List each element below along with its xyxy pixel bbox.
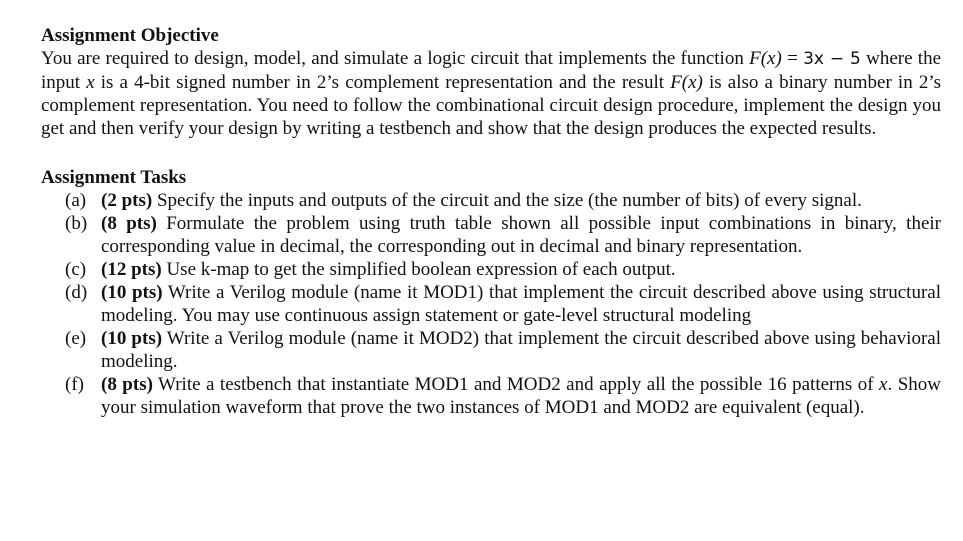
function-fx-2: F(x): [670, 72, 703, 93]
task-text: Write a Verilog module (name it MOD1) that implement the circuit described above using structural modeling. You may use continuous assign statement or gate-level structural modeling: [101, 282, 941, 326]
task-text: Use k-map to get the simplified boolean expression of each output.: [161, 259, 676, 280]
task-text: Specify the inputs and outputs of the circuit and the size (the number of bits) of every signal.: [152, 190, 862, 211]
variable-x: x: [879, 374, 888, 395]
objective-text-4: is also a binary number in 2’s complement representation. You need to follow the combinational circuit design procedure, implement the design you get and then verify your design by writing a testbench and show that the design produces the expected results.: [41, 72, 941, 139]
task-text: Write a Verilog module (name it MOD2) that implement the circuit described above using behavioral modeling.: [101, 328, 941, 372]
objective-heading: Assignment Objective: [41, 25, 219, 46]
equals-sign: =: [781, 48, 804, 69]
task-item-f: [41, 373, 941, 419]
task-text-before: Write a testbench that instantiate MOD1 and MOD2 and apply all the possible 16 patterns of: [152, 374, 880, 395]
objective-text-2: where the input: [41, 48, 942, 93]
task-text: Formulate the problem using truth table shown all possible input combinations in binary, their corresponding value in decimal, the corresponding out in decimal and binary representation.: [101, 213, 941, 257]
tasks-heading: Assignment Tasks: [41, 167, 187, 188]
objective-text-3: is a 4-bit signed number in 2’s complement representation and the result: [94, 72, 671, 93]
task-item-e: [41, 327, 941, 373]
task-list: [41, 189, 941, 419]
task-marker: (b): [65, 213, 88, 234]
task-points: (12 pts): [101, 259, 162, 280]
variable-x: x: [86, 72, 95, 93]
task-points: (10 pts): [101, 282, 163, 303]
task-item-b: [41, 212, 941, 258]
task-points: (8 pts): [101, 213, 157, 234]
task-item-c: [41, 258, 941, 281]
task-item-a: [41, 189, 941, 212]
document-page: [41, 24, 941, 419]
task-points: (2 pts): [101, 190, 153, 211]
function-fx: F(x): [749, 48, 782, 69]
task-marker: (c): [65, 259, 87, 280]
task-marker: (f): [65, 374, 84, 395]
objective-text-1: You are required to design, model, and simulate a logic circuit that implements the function: [41, 48, 750, 69]
task-points: (8 pts): [101, 374, 153, 395]
task-marker: (d): [65, 282, 88, 303]
task-text: . Show your simulation waveform that prove the two instances of MOD1 and MOD2 are equivalent (equal).: [101, 374, 941, 418]
task-points: (10 pts): [101, 328, 163, 349]
task-marker: (a): [65, 190, 87, 211]
function-expression: 3x − 5: [803, 49, 861, 69]
objective-paragraph: [41, 47, 941, 140]
task-marker: (e): [65, 328, 87, 349]
task-item-d: [41, 281, 941, 327]
